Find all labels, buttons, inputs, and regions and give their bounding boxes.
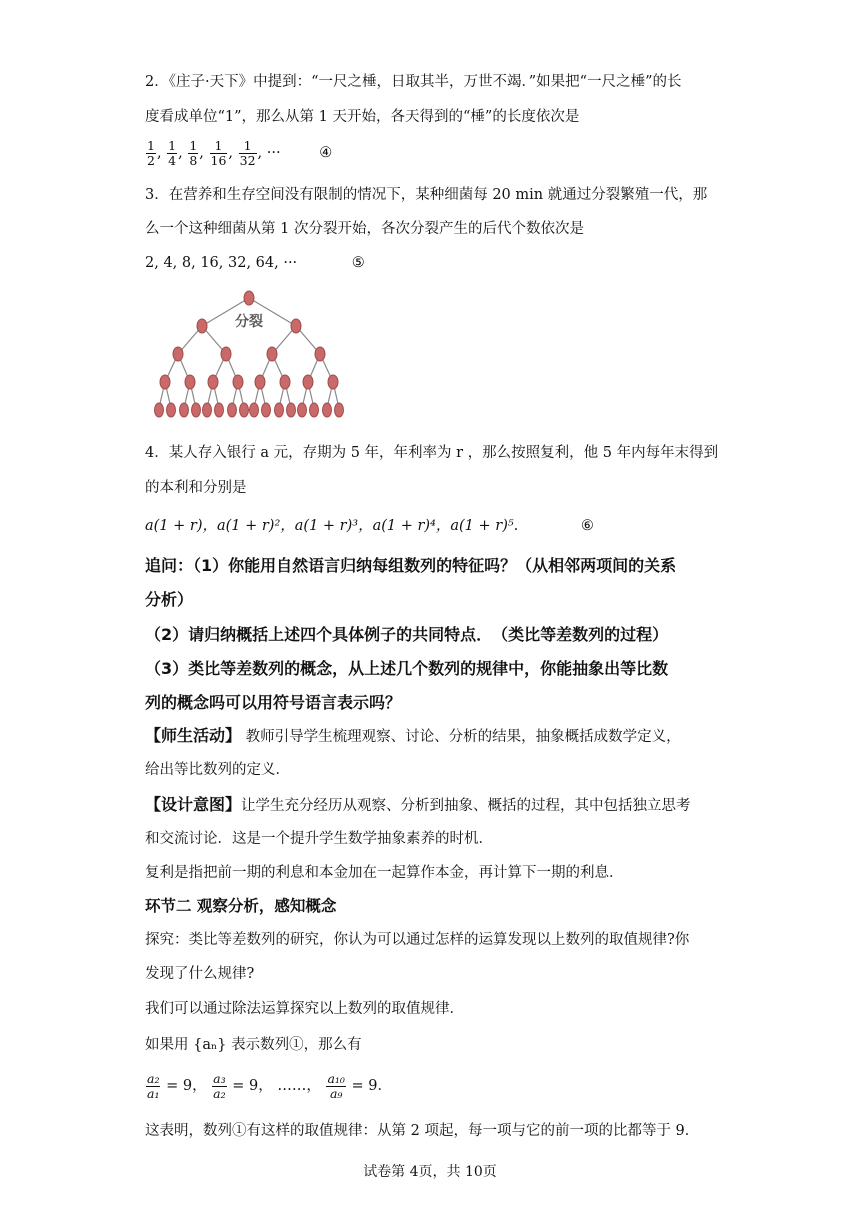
ratio-eq-2: = 9 (232, 1078, 259, 1094)
paragraph-2-line2: 度看成单位“1”，那么从第 1 天开始，各天得到的“棰”的长度依次是 (145, 109, 580, 125)
compound-interest-note: 复利是指把前一期的利息和本金加在一起算作本金，再计算下一期的利息． (145, 865, 624, 881)
teacher-activity-text: 教师引导学生梳理观察、讨论、分析的结果，抽象概括成数学定义， (241, 729, 681, 745)
division-label: 分裂 (235, 314, 263, 330)
section-2-heading: 环节二 观察分析，感知概念 (145, 897, 337, 915)
fraction-1-16: $\frac{1}{16}$ (210, 137, 227, 168)
explore-line2: 发现了什么规律? (145, 966, 255, 982)
sequence-5: 2, 4, 8, 16, 32, 64, ··· (145, 255, 298, 271)
ratio-a3-a2: $\frac{\text{a₃}}{\text{a₂}}$ (213, 1070, 226, 1101)
design-intent-line2: 和交流讨论．这是一个提升学生数学抽象素养的时机． (145, 831, 493, 847)
ratio-eq-3: = 9 (351, 1078, 378, 1094)
fraction-1-8: $\frac{1}{8}$ (189, 137, 198, 168)
question-3-line2: 列的概念吗可以用符号语言表示吗？ (145, 693, 402, 712)
sequence-6: a(1 + r)，a(1 + r)²，a(1 + r)³，a(1 + r)⁴，a(1 + r)⁵. (145, 518, 519, 534)
fraction-1-4: $\frac{1}{4}$ (168, 137, 177, 168)
teacher-activity-line1 (145, 726, 715, 747)
ratio-equations: $\frac{\text{a₂}}{\text{a₁}}$ = 9， $\frac{\text{a₃}}{\text{a₂}}$ = 9， ……， $\frac{\text{a₁₀}}{\text{a₉}}$ = 9． (147, 1070, 393, 1101)
paragraph-4-line2: 的本利和分别是 (145, 480, 247, 496)
paragraph-4-line1: 4．某人存入银行 a 元，存期为 5 年，年利率为 r ，那么按照复利，他 5 年内每年末得到 (145, 445, 719, 461)
fraction-1-2: $\frac{1}{2}$ (147, 137, 155, 168)
paragraph-3-line2: 么一个这种细菌从第 1 次分裂开始，各次分裂产生的后代个数依次是 (145, 221, 584, 237)
paragraph-2-line1: 2．《庄子·天下》中提到：“一尺之棰，日取其半，万世不竭．”如果把“一尺之棰”的长 (145, 74, 682, 90)
fraction-1-32: $\frac{1}{32}$ (239, 137, 256, 168)
question-1-line1: 追问：（1）你能用自然语言归纳每组数列的特征吗？（从相邻两项间的关系 (145, 556, 677, 575)
cell-division-tree (150, 288, 360, 423)
question-1-line2: 分析） (145, 590, 194, 609)
question-2: （2）请归纳概括上述四个具体例子的共同特点． （类比等差数列的过程） (145, 625, 669, 644)
sequence-5-row (145, 253, 715, 273)
design-intent-label: 【设计意图】 (145, 795, 242, 814)
question-3-line1: （3）类比等差数列的概念，从上述几个数列的规律中，你能抽象出等比数 (145, 659, 669, 678)
label-5: ⑤ (351, 255, 365, 271)
conclusion-line: 这表明，数列①有这样的取值规律：从第 2 项起，每一项与它的前一项的比都等于 9． (145, 1123, 700, 1139)
ratio-a10-a9: $\frac{\text{a₁₀}}{\text{a₉}}$ (327, 1070, 345, 1101)
page-footer: 试卷第 4页，共 10页 (363, 1164, 497, 1180)
ratio-a2-a1: $\frac{\text{a₂}}{\text{a₁}}$ (147, 1070, 160, 1101)
design-intent-line1 (145, 795, 715, 816)
sequence-6-row (145, 516, 715, 536)
fraction-sequence: $\frac{1}{2}$ , $\frac{1}{4}$ , $\frac{1}{8}$ , $\frac{1}{16}$ , $\frac{1}{32}$ , ··· ④ (147, 137, 333, 168)
cells (155, 291, 344, 417)
ratio-ellipsis: …… (277, 1078, 307, 1094)
label-6: ⑥ (580, 518, 594, 534)
explore-line1: 探究：类比等差数列的研究，你认为可以通过怎样的运算发现以上数列的取值规律?你 (145, 932, 690, 948)
teacher-activity-label: 【师生活动】 (145, 726, 242, 745)
label-4: ④ (319, 145, 333, 161)
paragraph-3-line1: 3．在营养和生存空间没有限制的情况下，某种细菌每 20 min 就通过分裂繁殖一代，那 (145, 187, 708, 203)
explore-line3: 我们可以通过除法运算探究以上数列的取值规律． (145, 1001, 464, 1017)
design-intent-text: 让学生充分经历从观察、分析到抽象、概括的过程，其中包括独立思考 (241, 798, 691, 814)
if-use-line: 如果用 {aₙ} 表示数列①，那么有 (145, 1037, 362, 1053)
ratio-eq-1: = 9 (166, 1078, 193, 1094)
teacher-activity-line2: 给出等比数列的定义． (145, 762, 290, 778)
